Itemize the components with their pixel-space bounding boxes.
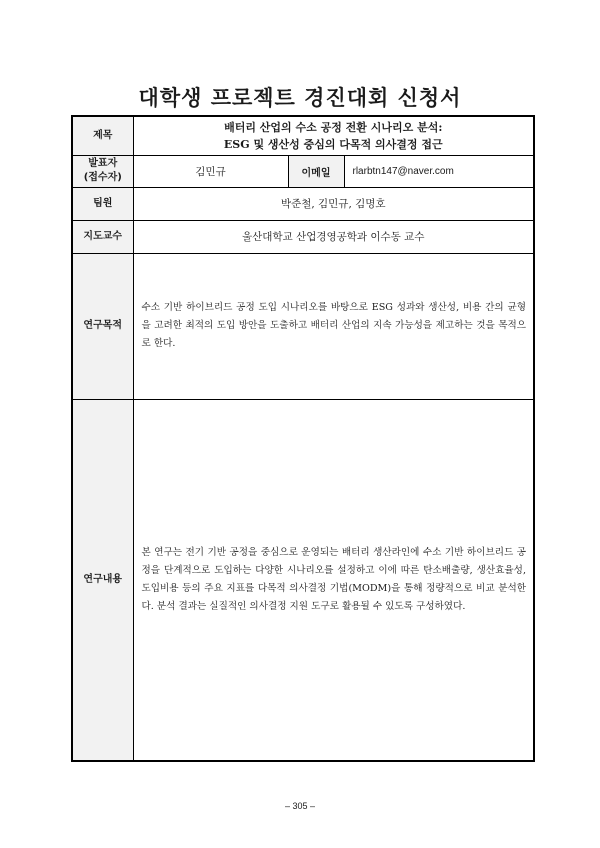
- application-form-table: [71, 115, 535, 762]
- purpose-text: 수소 기반 하이브리드 공정 도입 시나리오를 바탕으로 ESG 성과와 생산성, 비용 간의 균형을 고려한 최적의 도입 방안을 도출하고 배터리 산업의 지속 가능성을 제고하는 것을 목적으로 한다.: [133, 253, 534, 399]
- presenter-label-line-2: (접수자): [83, 172, 122, 183]
- advisor-label: 지도교수: [72, 220, 133, 253]
- subject-label: 제목: [72, 116, 133, 155]
- subject-line-2: ESG 및 생산성 중심의 다목적 의사결정 접근: [223, 137, 443, 151]
- form-title: 대학생 프로젝트 경진대회 신청서: [138, 86, 462, 110]
- presenter-row: [72, 155, 534, 187]
- content-label: 연구내용: [72, 399, 133, 761]
- subject-cell: [133, 116, 534, 155]
- presenter-label: [72, 155, 133, 187]
- team-row: [72, 187, 534, 220]
- page-number: – 305 –: [284, 801, 316, 811]
- advisor-value: 울산대학교 산업경영공학과 이수동 교수: [133, 220, 534, 253]
- email-value: rlarbtn147@naver.com: [344, 155, 534, 187]
- email-label: 이메일: [288, 155, 344, 187]
- subject-line-1: 배터리 산업의 수소 공정 전환 시나리오 분석:: [224, 120, 443, 134]
- purpose-row: [72, 253, 534, 399]
- team-label: 팀원: [72, 187, 133, 220]
- content-text: 본 연구는 전기 기반 공정을 중심으로 운영되는 배터리 생산라인에 수소 기반 하이브리드 공정을 단계적으로 도입하는 다양한 시나리오를 설정하고 이에 따른 탄소배출량, 생산효율성, 도입비용 등의 주요 지표를 다목적 의사결정 기법(MODM)을 통해 정량적으로 비교 분석한다. 분석 결과는 실질적인 의사결정 지원 도구로 활용될 수 있도록 구성하였다.: [133, 399, 534, 761]
- presenter-name: 김민규: [133, 155, 288, 187]
- subject-row: [72, 116, 534, 155]
- content-row: [72, 399, 534, 761]
- purpose-label: 연구목적: [72, 253, 133, 399]
- presenter-label-line-1: 발표자: [88, 158, 118, 169]
- advisor-row: [72, 220, 534, 253]
- team-members: 박준철, 김민규, 김명호: [133, 187, 534, 220]
